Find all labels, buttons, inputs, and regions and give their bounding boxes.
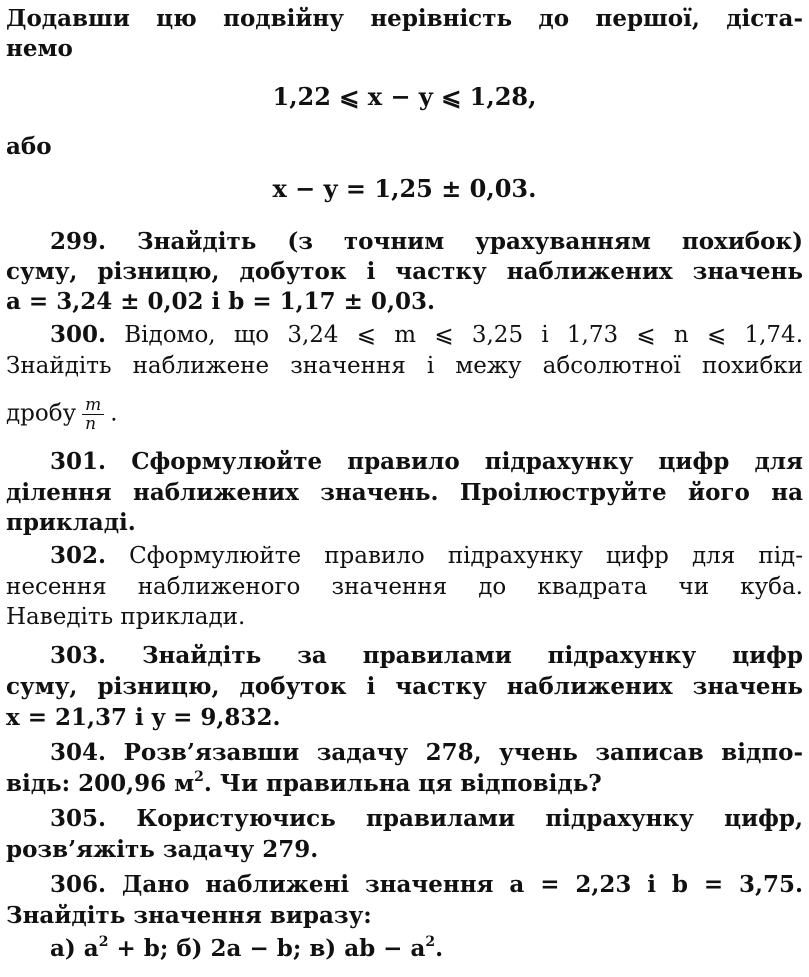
- problem-302-line-3: Наведіть приклади.: [6, 604, 246, 630]
- intro-line-2: немо: [6, 35, 73, 62]
- problem-301-text-1: Сформулюйте правило підрахунку цифр для: [131, 448, 803, 475]
- problem-306-line-2: Знайдіть значення виразу:: [6, 902, 372, 929]
- problem-304-number: 304.: [50, 739, 107, 766]
- problem-306-superscript-1: 2: [98, 934, 109, 950]
- problem-306-text-3c: .: [435, 935, 444, 962]
- formula-result: x − y = 1,25 ± 0,03.: [272, 174, 537, 203]
- problem-299-text-1: Знайдіть (з точним урахуванням похибок): [137, 228, 803, 255]
- problem-302-line-1: [50, 540, 803, 572]
- problem-301-line-3: прикладі.: [6, 509, 136, 536]
- problem-306-text-3b: + b; б) 2a − b; в) ab − a: [108, 935, 426, 962]
- problem-302-number: 302.: [50, 542, 107, 569]
- problem-304-text-2a: відь: 200,96 м: [6, 770, 195, 797]
- text-or: або: [6, 133, 52, 160]
- problem-305-number: 305.: [50, 805, 107, 832]
- problem-303-number: 303.: [50, 642, 107, 669]
- problem-299-line-3: a = 3,24 ± 0,02 і b = 1,17 ± 0,03.: [6, 288, 435, 315]
- problem-306-text-3a: а) a: [50, 935, 99, 962]
- problem-305-line-1: [50, 803, 803, 835]
- problem-303-line-1: [50, 640, 803, 672]
- problem-304-text-2b: . Чи правильна ця відповідь?: [203, 770, 602, 797]
- problem-301-number: 301.: [50, 448, 107, 475]
- problem-300-number: 300.: [50, 321, 107, 348]
- problem-299-line-1: [50, 226, 803, 258]
- fraction-period: .: [110, 400, 118, 427]
- problem-306-number: 306.: [50, 871, 107, 898]
- problem-305-line-2: розв’яжіть задачу 279.: [6, 836, 319, 863]
- problem-301-line-1: [50, 446, 803, 478]
- problem-302-line-2: несення наближеного значення до квадрата чи куба.: [6, 574, 803, 600]
- problem-306-line-1: [50, 869, 803, 901]
- problem-306-line-3: [50, 933, 803, 965]
- problem-303-line-2: суму, різницю, добуток і частку наближених значень: [6, 673, 803, 700]
- fraction-numerator: m: [82, 396, 104, 415]
- problem-306-superscript-2: 2: [425, 934, 436, 950]
- problem-301-line-2: ділення наближених значень. Проілюструйте його на: [6, 479, 803, 506]
- problem-304-line-2: [6, 768, 803, 800]
- formula-inequality: 1,22 ⩽ x − y ⩽ 1,28,: [272, 82, 537, 111]
- problem-304-text-1: Розв’язавши задачу 278, учень записав відпо-: [123, 739, 803, 766]
- problem-300-text-3: дробу: [6, 400, 77, 427]
- problem-299-line-2: суму, різницю, добуток і частку наближених значень: [6, 258, 803, 285]
- intro-line-1: Додавши цю подвійну нерівність до першої, діста-: [6, 5, 803, 32]
- problem-300-line-2: Знайдіть наближене значення і межу абсолютної похибки: [6, 353, 803, 379]
- problem-300-text-1: Відомо, що 3,24 ⩽ m ⩽ 3,25 і 1,73 ⩽ n ⩽ 1,74.: [124, 322, 803, 348]
- problem-303-line-3: x = 21,37 і y = 9,832.: [6, 704, 281, 731]
- problem-300-line-1: [50, 319, 803, 351]
- fraction-denominator: n: [85, 414, 97, 434]
- problem-303-text-1: Знайдіть за правилами підрахунку цифр: [141, 642, 803, 669]
- problem-300-line-3: [6, 395, 803, 434]
- problem-305-text-1: Користуючись правилами підрахунку цифр,: [136, 805, 803, 832]
- problem-306-text-1: Дано наближені значення a = 2,23 і b = 3,75.: [121, 871, 803, 898]
- problem-302-text-1: Сформулюйте правило підрахунку цифр для під-: [129, 543, 803, 569]
- problem-304-line-1: [50, 737, 803, 769]
- problem-304-superscript: 2: [194, 769, 204, 785]
- problem-299-number: 299.: [50, 228, 107, 255]
- fraction-m-over-n: [82, 396, 104, 433]
